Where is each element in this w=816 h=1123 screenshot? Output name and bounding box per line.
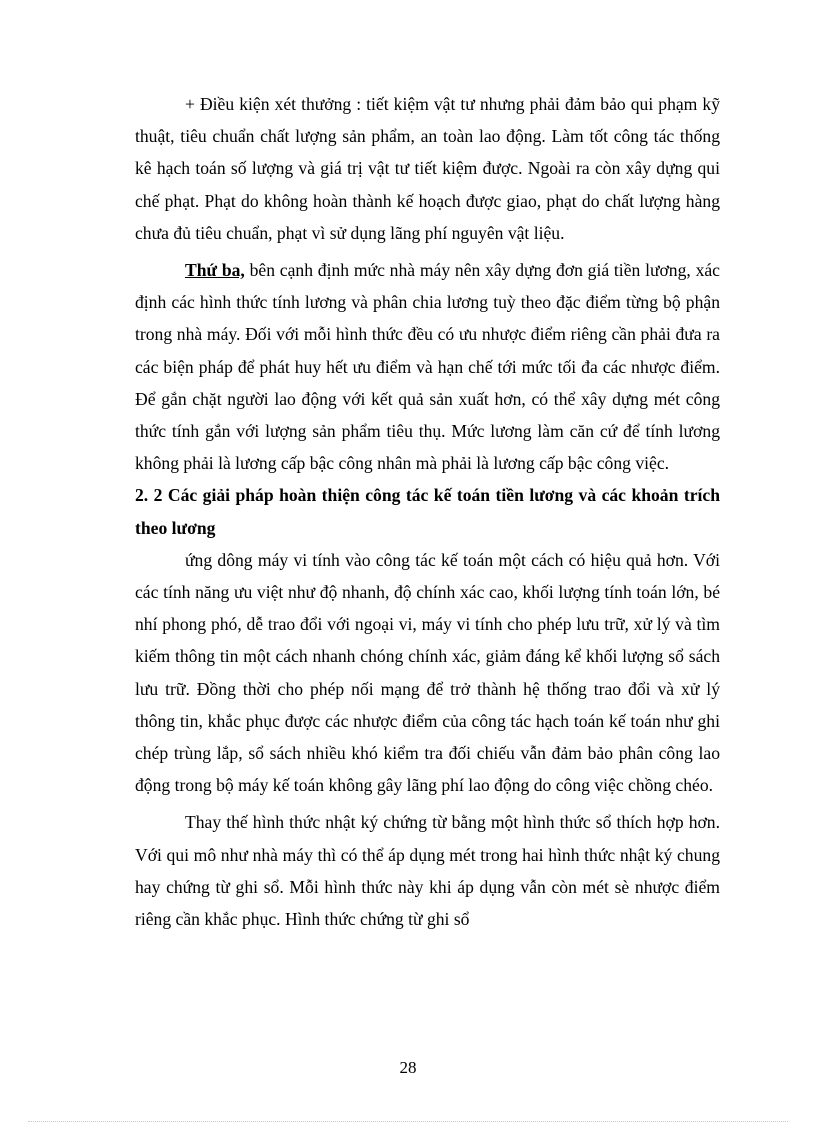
paragraph-reward-conditions [135, 88, 720, 249]
paragraph-text: + Điều kiện xét thưởng : tiết kiệm vật tư nhưng phải đảm bảo qui phạm kỹ thuật, tiêu chuẩn chất lượng sản phẩm, an toàn lao động. Làm tốt công tác thống kê hạch toán số lượng và giá trị vật tư tiết kiệm được. Ngoài ra còn xây dựng qui chế phạt. Phạt do không hoàn thành kế hoạch được giao, phạt do chất lượng hàng chưa đủ tiêu chuẩn, phạt vì sử dụng lãng phí nguyên vật liệu. [135, 94, 720, 243]
paragraph-computer-application [135, 544, 720, 802]
page-body [135, 88, 720, 935]
paragraph-lead: Thứ ba, [185, 260, 245, 281]
page-number: 28 [399, 1058, 417, 1077]
paragraph-third-point [135, 254, 720, 479]
paragraph-ledger-form [135, 806, 720, 935]
section-heading: 2. 2 Các giải pháp hoàn thiện công tác kế toán tiền lương và các khoản trích theo lương [135, 485, 720, 538]
page-bottom-rule [28, 1121, 788, 1122]
paragraph-text: ứng dông máy vi tính vào công tác kế toán một cách có hiệu quả hơn. Với các tính năng ưu việt như độ nhanh, độ chính xác cao, khối lượng tính toán lớn, bé nhí phong phó, dễ trao đổi với ngoại vi, máy vi tính cho phép lưu trữ, xử lý và tìm kiếm thông tin một cách nhanh chóng chính xác, giảm đáng kể khối lượng sổ sách lưu trữ. Đồng thời cho phép nối mạng để trở thành hệ thống trao đổi và xử lý thông tin, khắc phục được các nhược điểm của công tác hạch toán kế toán như ghi chép trùng lắp, sổ sách nhiều khó kiểm tra đối chiếu vẫn đảm bảo phân công lao động trong bộ máy kế toán không gây lãng phí lao động do công việc chồng chéo. [135, 549, 720, 796]
paragraph-text: bên cạnh định mức nhà máy nên xây dựng đơn giá tiền lương, xác định các hình thức tính lương và phân chia lương tuỳ theo đặc điểm từng bộ phận trong nhà máy. Đối với mỗi hình thức đều có ưu nhược điểm riêng cần phải đưa ra các biện pháp để phát huy hết ưu điểm và hạn chế tới mức tối đa các nhược điểm. Để gắn chặt người lao động với kết quả sản xuất hơn, có thể xây dựng mét công thức tính gắn với lượng sản phẩm tiêu thụ. Mức lương làm căn cứ để tính lương không phải là lương cấp bậc công nhân mà phải là lương cấp bậc công việc. [135, 260, 720, 474]
paragraph-text: Thay thế hình thức nhật ký chứng từ bằng một hình thức sổ thích hợp hơn. Với qui mô như nhà máy thì có thể áp dụng mét trong hai hình thức nhật ký chung hay chứng từ ghi sổ. Mỗi hình thức này khi áp dụng vẫn còn mét sè nhược điểm riêng cần khắc phục. Hình thức chứng từ ghi sổ [135, 812, 720, 930]
